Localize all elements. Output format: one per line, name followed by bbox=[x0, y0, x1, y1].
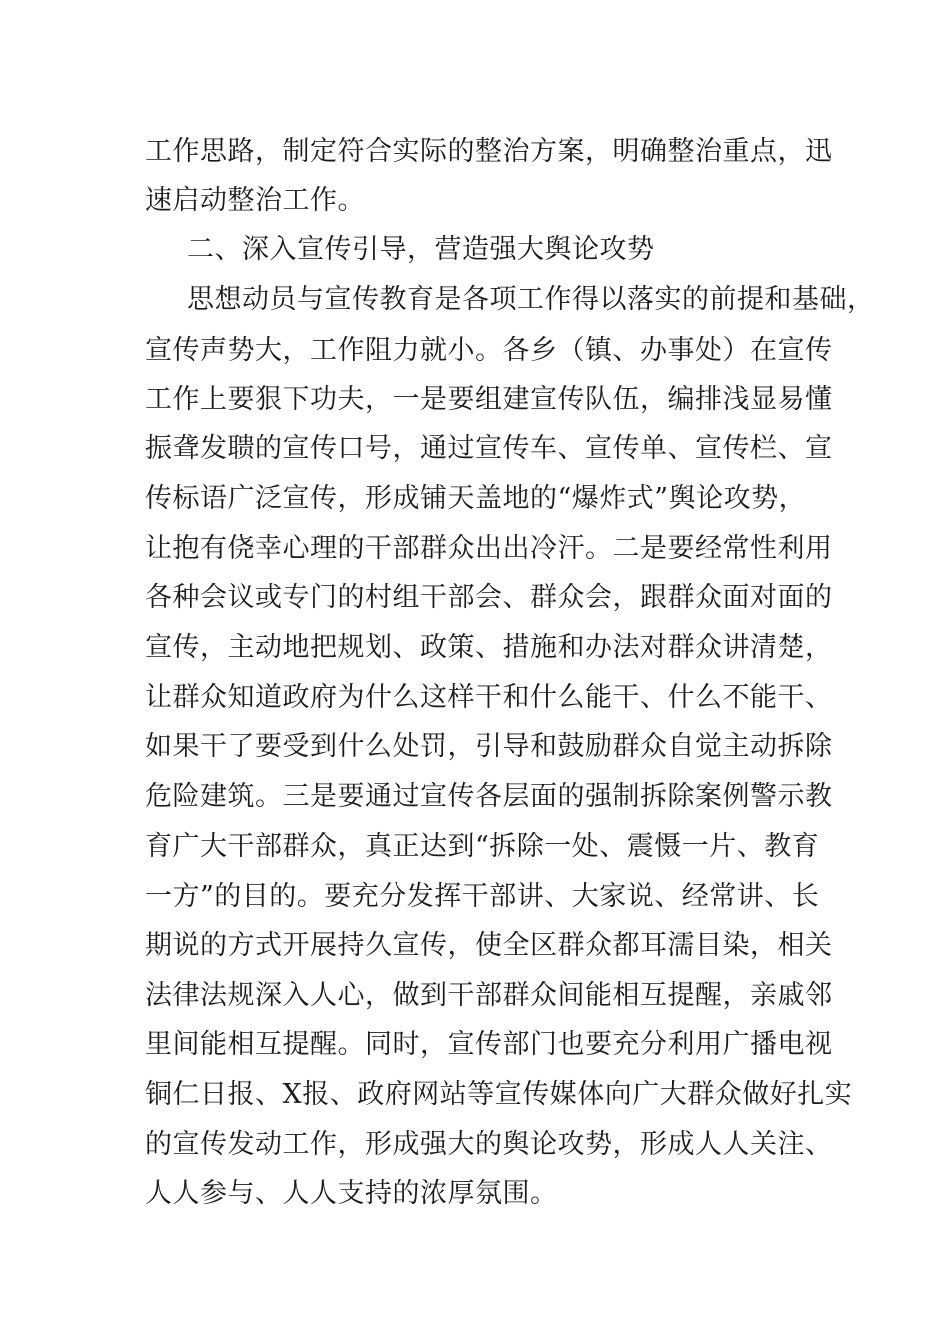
paragraph-line: 让抱有侥幸心理的干部群众出出冷汗。二是要经常性利用 bbox=[145, 533, 833, 564]
paragraph-line: 各种会议或专门的村组干部会、群众会，跟群众面对面的 bbox=[145, 582, 833, 613]
paragraph-line: 的宣传发动工作，形成强大的舆论攻势，形成人人关注、 bbox=[145, 1129, 833, 1160]
paragraph-line: 让群众知道政府为什么这样干和什么能干、什么不能干、 bbox=[145, 682, 833, 713]
paragraph-line: 法律法规深入人心，做到干部群众间能相互提醒，亲戚邻 bbox=[145, 980, 833, 1011]
paragraph-line: 思想动员与宣传教育是各项工作得以落实的前提和基础， bbox=[187, 284, 875, 315]
paragraph-line: 危险建筑。三是要通过宣传各层面的强制拆除案例警示教 bbox=[145, 781, 833, 812]
paragraph-line: 工作思路，制定符合实际的整治方案，明确整治重点，迅 bbox=[145, 136, 833, 167]
paragraph-line: 铜仁日报、X报、政府网站等宣传媒体向广大群众做好扎实 bbox=[145, 1079, 853, 1110]
paragraph-line: 传标语广泛宣传，形成铺天盖地的“爆炸式”舆论攻势， bbox=[145, 483, 807, 514]
paragraph-line: 期说的方式开展持久宣传，使全区群众都耳濡目染，相关 bbox=[145, 930, 833, 961]
paragraph-line: 里间能相互提醒。同时，宣传部门也要充分利用广播电视 bbox=[145, 1029, 833, 1060]
paragraph-line: 速启动整治工作。 bbox=[145, 185, 365, 216]
section-heading: 二、深入宣传引导，营造强大舆论攻势 bbox=[187, 234, 655, 265]
paragraph-line: 宣传，主动地把规划、政策、措施和办法对群众讲清楚， bbox=[145, 632, 833, 663]
paragraph-line: 人人参与、人人支持的浓厚氛围。 bbox=[145, 1178, 558, 1209]
paragraph-line: 振聋发聩的宣传口号，通过宣传车、宣传单、宣传栏、宣 bbox=[145, 433, 833, 464]
paragraph-line: 如果干了要受到什么处罚，引导和鼓励群众自觉主动拆除 bbox=[145, 731, 833, 762]
paragraph-line: 宣传声势大，工作阻力就小。各乡（镇、办事处）在宣传 bbox=[145, 335, 833, 366]
paragraph-line: 工作上要狠下功夫，一是要组建宣传队伍，编排浅显易懂 bbox=[145, 384, 833, 415]
paragraph-line: 一方”的目的。要充分发挥干部讲、大家说、经常讲、长 bbox=[145, 881, 820, 912]
paragraph-line: 育广大干部群众，真正达到“拆除一处、震慑一片、教育 bbox=[145, 831, 820, 862]
